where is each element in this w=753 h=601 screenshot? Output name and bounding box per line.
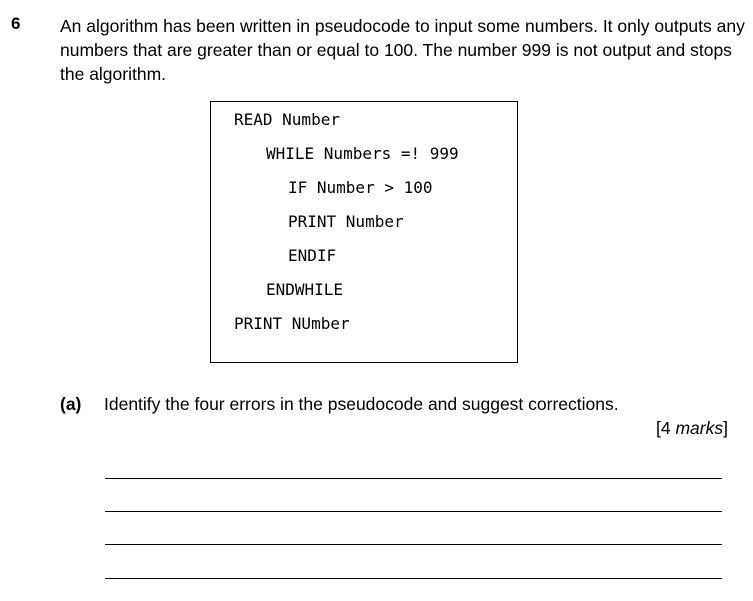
answer-line-1[interactable] [105,478,722,479]
marks-open: [4 [656,418,676,438]
code-line-endif: ENDIF [288,246,337,265]
question-number: 6 [11,14,21,33]
code-line-endwhile: ENDWHILE [266,280,344,299]
answer-line-2[interactable] [105,511,722,512]
part-a-label: (a) [60,394,82,414]
code-line-read: READ Number [234,110,340,129]
marks-allocation [656,418,728,439]
marks-word: marks [675,418,724,438]
code-line-while: WHILE Numbers =! 999 [266,144,459,163]
part-a-question: Identify the four errors in the pseudocode and suggest corrections. [104,394,619,414]
answer-line-4[interactable] [105,578,722,579]
marks-close: ] [723,418,728,438]
pseudocode-box [210,101,518,363]
code-line-print-inner: PRINT Number [288,212,404,231]
answer-line-3[interactable] [105,544,722,545]
code-line-print-outer: PRINT NUmber [234,314,350,333]
code-line-if: IF Number > 100 [288,178,433,197]
question-stem: An algorithm has been written in pseudocode to input some numbers. It only outputs any numbers that are greater than or equal to 100. The number 999 is not output and stops the algorithm. [60,16,745,84]
